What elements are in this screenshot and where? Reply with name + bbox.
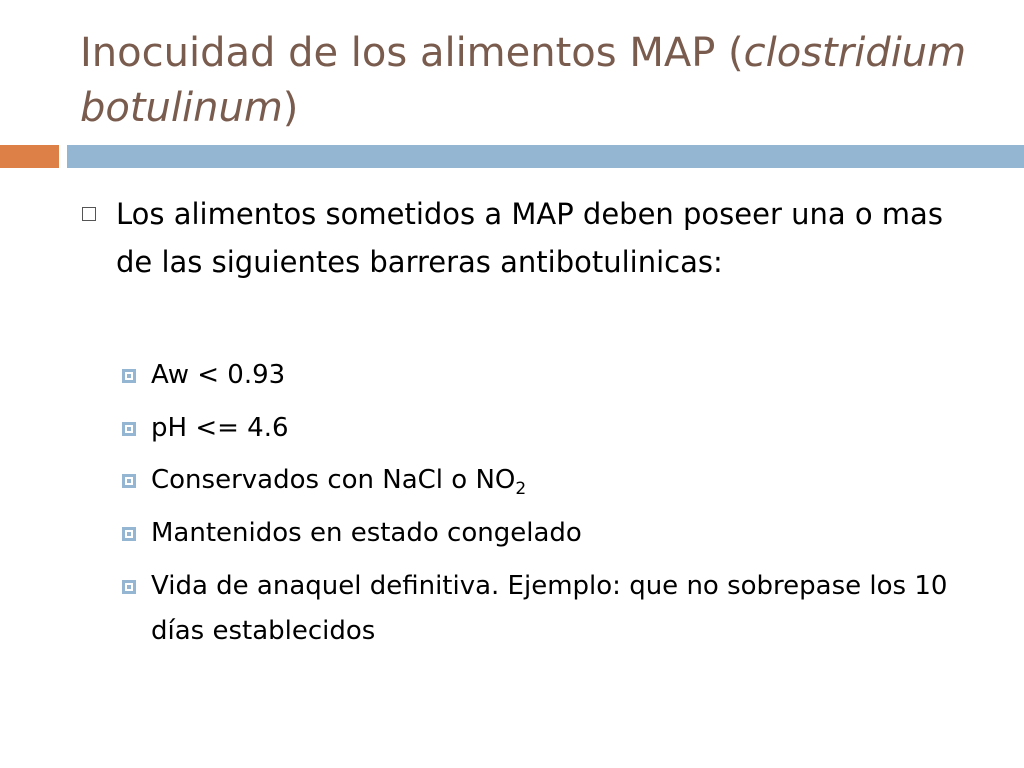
subscript-text: 2 xyxy=(515,479,527,499)
hollow-square-bullet-icon xyxy=(82,207,96,221)
square-bullet-icon xyxy=(122,580,136,594)
title-italic-text: clostridium botulinum xyxy=(80,30,967,131)
square-bullet-icon xyxy=(122,369,136,383)
square-bullet-icon xyxy=(122,474,136,488)
sub-bullet-text: Mantenidos en estado congelado xyxy=(151,518,582,548)
sub-bullet-text xyxy=(151,458,981,503)
main-bullet-text: Los alimentos sometidos a MAP deben poseer una o mas de las siguientes barreras antibotulinicas: xyxy=(116,197,943,279)
sub-bullet-text: pH <= 4.6 xyxy=(151,413,289,443)
square-bullet-icon xyxy=(122,527,136,541)
sub-bullet-text: Vida de anaquel definitiva. Ejemplo: que no sobrepase los 10 días establecidos xyxy=(151,571,948,646)
square-bullet-icon xyxy=(122,422,136,436)
sub-bullet-text: Aw < 0.93 xyxy=(151,360,286,390)
sub-bullet-main-text: Conservados con NaCl o NO xyxy=(151,465,516,495)
title-close-text: ) xyxy=(282,85,299,131)
title-plain-text: Inocuidad de los alimentos MAP ( xyxy=(80,30,744,76)
